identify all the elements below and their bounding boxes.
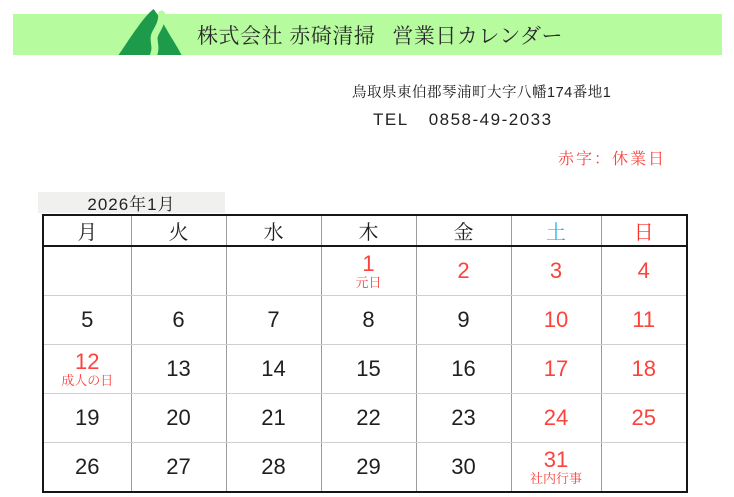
calendar-day-cell: [43, 394, 131, 443]
calendar-body: [43, 246, 687, 492]
calendar-day-cell: [131, 345, 226, 394]
weekday-header: 水: [226, 215, 321, 246]
calendar-day-cell: [131, 246, 226, 296]
tel-number: 0858-49-2033: [428, 110, 553, 129]
calendar-week-row: [43, 443, 687, 493]
calendar-day-cell: [511, 246, 601, 296]
weekday-header: 木: [321, 215, 416, 246]
calendar-day-cell: [416, 296, 511, 345]
calendar-day-cell: [511, 345, 601, 394]
weekday-header: 火: [131, 215, 226, 246]
day-number: 8: [362, 307, 375, 333]
calendar-day-cell: [43, 296, 131, 345]
day-number: 30: [451, 454, 476, 480]
company-name: 株式会社 赤碕清掃: [197, 24, 376, 48]
calendar-day-cell: [511, 296, 601, 345]
calendar-day-cell: [321, 246, 416, 296]
day-number: 22: [356, 405, 381, 431]
calendar-week-row: [43, 296, 687, 345]
calendar-day-cell: [131, 394, 226, 443]
day-number: 21: [261, 405, 286, 431]
day-note: 社内行事: [529, 470, 582, 486]
day-number: 17: [543, 356, 569, 382]
calendar-day-cell: [601, 246, 687, 296]
calendar-day-cell: [131, 296, 226, 345]
weekday-row: [43, 215, 687, 246]
calendar-day-cell: [416, 345, 511, 394]
company-address: 鳥取県東伯郡琴浦町大字八幡174番地1: [352, 85, 612, 101]
tel-label: TEL: [373, 110, 409, 129]
day-number: 12: [75, 348, 100, 374]
calendar-day-cell: [43, 246, 131, 296]
calendar-week-row: [43, 345, 687, 394]
day-number: 16: [451, 356, 476, 382]
brand-titles: [197, 14, 563, 55]
day-number: 1: [362, 250, 375, 276]
company-logo-mountain-icon: [117, 8, 185, 55]
calendar-day-cell: [43, 443, 131, 493]
day-number: 24: [543, 405, 569, 431]
day-number: 27: [166, 454, 191, 480]
day-number: 19: [75, 405, 100, 431]
brand-bar: [13, 14, 722, 55]
calendar-day-cell: [226, 296, 321, 345]
day-number: 13: [166, 356, 191, 382]
day-number: 14: [261, 356, 286, 382]
day-number: 18: [631, 356, 656, 382]
day-note: 成人の日: [61, 372, 114, 388]
calendar-day-cell: [416, 443, 511, 493]
calendar-week-row: [43, 394, 687, 443]
weekday-header: 日: [601, 215, 687, 246]
calendar-day-cell: [511, 394, 601, 443]
calendar-day-cell: [416, 394, 511, 443]
calendar-day-cell: [226, 394, 321, 443]
weekday-header: 月: [43, 215, 131, 246]
day-note: 元日: [355, 274, 382, 290]
calendar-day-cell: [321, 394, 416, 443]
day-number: 3: [549, 258, 563, 284]
calendar-day-cell: [131, 443, 226, 493]
closed-day-legend: 赤字：休業日: [558, 151, 667, 168]
calendar-day-cell: [226, 443, 321, 493]
calendar-day-cell: [321, 345, 416, 394]
calendar-day-cell: [601, 296, 687, 345]
tel-line: [373, 110, 553, 130]
calendar-day-cell: [416, 246, 511, 296]
day-number: 11: [632, 307, 656, 333]
day-number: 10: [543, 307, 569, 333]
weekday-header: 金: [416, 215, 511, 246]
day-number: 9: [457, 307, 470, 333]
day-number: 7: [267, 307, 280, 333]
day-number: 29: [356, 454, 381, 480]
calendar-day-cell: [43, 345, 131, 394]
calendar-day-cell: [321, 443, 416, 493]
month-label: 2026年1月: [38, 192, 225, 213]
calendar-table: [42, 214, 688, 493]
calendar-day-cell: [601, 394, 687, 443]
day-number: 25: [631, 405, 656, 431]
page-title: 営業日カレンダー: [392, 24, 563, 48]
day-number: 20: [166, 405, 191, 431]
day-number: 31: [543, 446, 569, 472]
calendar-week-row: [43, 246, 687, 296]
day-number: 28: [261, 454, 286, 480]
calendar-day-cell: [511, 443, 601, 493]
day-number: 26: [75, 454, 100, 480]
weekday-header: 土: [511, 215, 601, 246]
calendar-day-cell: [601, 443, 687, 493]
calendar-day-cell: [321, 296, 416, 345]
day-number: 4: [637, 258, 650, 284]
calendar-day-cell: [226, 246, 321, 296]
calendar-day-cell: [601, 345, 687, 394]
day-number: 15: [356, 356, 381, 382]
day-number: 6: [172, 307, 185, 333]
day-number: 5: [81, 307, 94, 333]
day-number: 23: [451, 405, 476, 431]
day-number: 2: [457, 258, 470, 284]
calendar-day-cell: [226, 345, 321, 394]
